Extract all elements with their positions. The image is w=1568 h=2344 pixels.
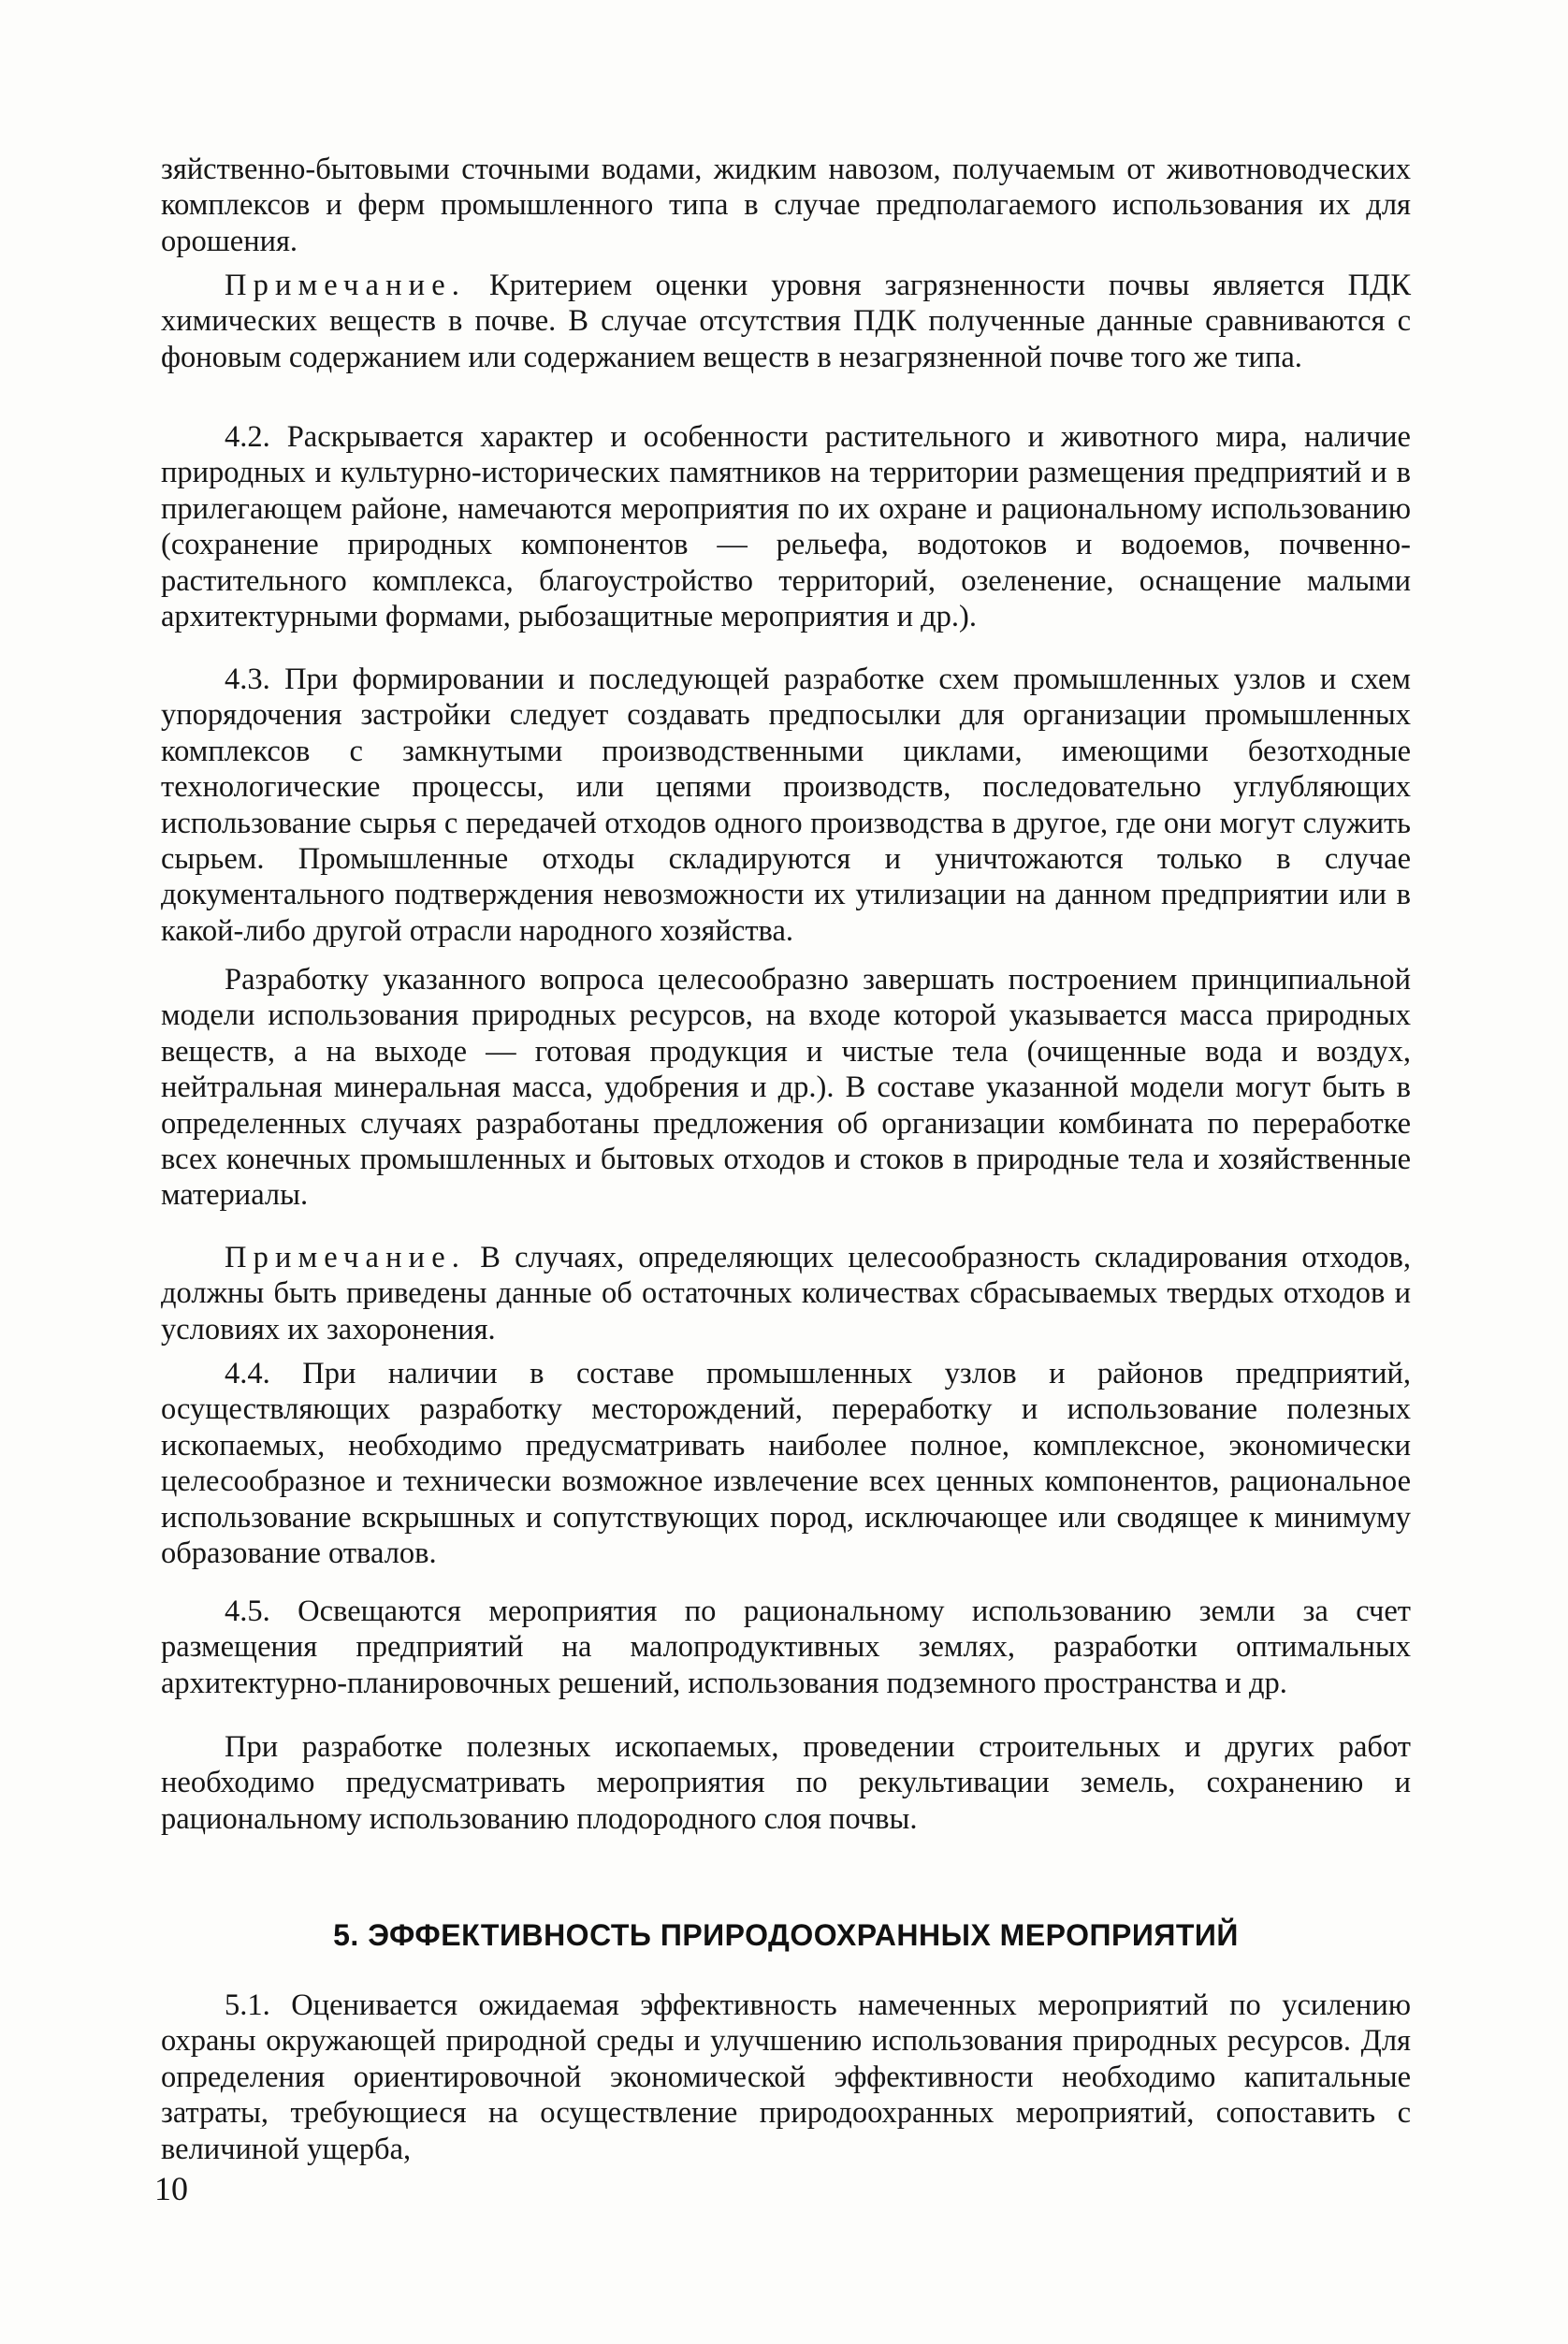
note-text: Критерием оценки уровня загрязненности почвы является ПДК химических веществ в почве. В случае отсутствия ПДК полученные данные сравниваются с фоновым содержанием или содержанием веществ в незагрязненной почве того же типа. xyxy=(161,269,1411,374)
paragraph-4-3: 4.3. При формировании и последующей разработке схем промышленных узлов и схем упорядочения застройки следует создавать предпосылки для организации промышленных комплексов с замкнутыми производственными циклами, имеющими безотходные технологические процессы, или цепями производств, последовательно углубляющих использование сырья с передачей отходов одного производства в другое, где они могут служить сырьем. Промышленные отходы складируются и уничтожаются только в случае документального подтверждения невозможности их утилизации на данном предприятии или в какой-либо другой отрасли народного хозяйства. xyxy=(161,662,1411,948)
paragraph-4-2: 4.2. Раскрывается характер и особенности растительного и животного мира, наличие природных и культурно-исторических памятников на территории размещения предприятий и в прилегающем районе, намечаются мероприятия по их охране и рациональному использованию (сохранение природных компонентов — рельефа, водотоков и водоемов, почвенно-растительного комплекса, благоустройство территорий, озеленение, оснащение малыми архитектурными формами, рыбозащитные мероприятия и др.). xyxy=(161,420,1411,634)
section-heading: 5. ЭФФЕКТИВНОСТЬ ПРИРОДООХРАННЫХ МЕРОПРИЯТИЙ xyxy=(333,1918,1239,1952)
paragraph-continuation: зяйственно-бытовыми сточными водами, жидким навозом, получаемым от животноводческих комплексов и ферм промышленного типа в случае предполагаемого использования их для орошения. xyxy=(161,153,1411,258)
note-paragraph-waste xyxy=(161,1240,1411,1347)
paragraph-4-5-reclamation: При разработке полезных ископаемых, проведении строительных и других работ необходимо предусматривать мероприятия по рекультивации земель, сохранению и рациональному использованию плодородного слоя почвы. xyxy=(161,1730,1411,1836)
page-number: 10 xyxy=(154,2170,188,2207)
note-paragraph-soil xyxy=(161,268,1411,375)
paragraph-4-4: 4.4. При наличии в составе промышленных узлов и районов предприятий, осуществляющих разработку месторождений, переработку и использование полезных ископаемых, необходимо предусматривать наиболее полное, комплексное, экономически целесообразное и технически возможное извлечение всех ценных компонентов, рациональное использование вскрышных и сопутствующих пород, исключающее или сводящее к минимуму образование отвалов. xyxy=(161,1357,1411,1571)
paragraph-4-5: 4.5. Освещаются мероприятия по рациональному использованию земли за счет размещения предприятий на малопродуктивных землях, разработки оптимальных архитектурно-планировочных решений, использования подземного пространства и др. xyxy=(161,1594,1411,1700)
note-text: В случаях, определяющих целесообразность складирования отходов, должны быть приведены данные об остаточных количествах сбрасываемых твердых отходов и условиях их захоронения. xyxy=(161,1241,1411,1347)
note-label: Примечание. xyxy=(225,269,467,302)
paragraph-5-1: 5.1. Оценивается ожидаемая эффективность намеченных мероприятий по усилению охраны окружающей природной среды и улучшению использования природных ресурсов. Для определения ориентировочной экономической эффективности необходимо капитальные затраты, требующиеся на осуществление природоохранных мероприятий, сопоставить с величиной ущерба, xyxy=(161,1988,1411,2166)
paragraph-4-3-model: Разработку указанного вопроса целесообразно завершать построением принципиальной модели использования природных ресурсов, на входе которой указывается масса природных веществ, а на выходе — готовая продукция и чистые тела (очищенные вода и воздух, нейтральная минеральная масса, удобрения и др.). В составе указанной модели могут быть в определенных случаях разработаны предложения об организации комбината по переработке всех конечных промышленных и бытовых отходов и стоков в природные тела и хозяйственные материалы. xyxy=(161,963,1411,1213)
note-label: Примечание. xyxy=(225,1241,467,1274)
